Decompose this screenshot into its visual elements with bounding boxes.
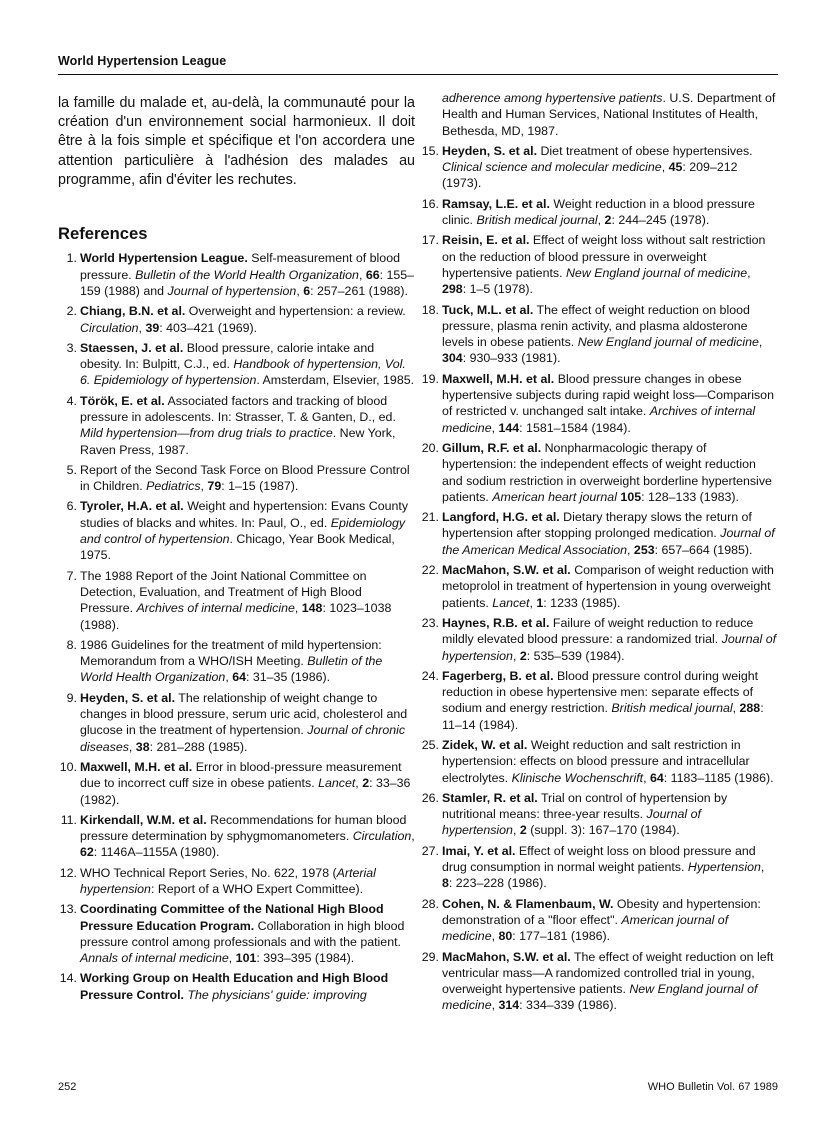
ref-text: Comparison of weight reduction with metoprolol in treatment of hypertension in young overweight patients. xyxy=(442,563,774,610)
ref-text: Failure of weight reduction to reduce mildly elevated blood pressure: a randomized trial. xyxy=(442,615,754,647)
ref-text: Obesity and hypertension: demonstration of a "floor effect". xyxy=(442,896,761,927)
reference-item xyxy=(58,865,415,898)
ref-text: : 31–35 (1986). xyxy=(246,670,331,685)
ref-text: : 393–395 (1984). xyxy=(256,951,355,966)
ref-title: British medical journal xyxy=(476,213,598,228)
ref-text: , xyxy=(747,265,751,280)
ref-text: Trial on control of hypertension by nutritional means: three-year results. xyxy=(442,790,728,822)
ref-volume: 79 xyxy=(207,479,222,494)
ref-text: : 1146A–1155A (1980). xyxy=(93,845,220,860)
ref-author: Working Group on Health Education and High Blood Pressure Control. xyxy=(80,971,389,1002)
ref-title: Archives of internal medicine xyxy=(136,601,295,616)
ref-author: Chiang, B.N. et al. xyxy=(80,304,186,319)
ref-author: Maxwell, M.H. et al. xyxy=(442,371,555,386)
reference-item xyxy=(58,637,415,686)
reference-item xyxy=(420,562,777,611)
ref-author: Cohen, N. & Flamenbaum, W. xyxy=(442,896,614,911)
ref-text: , xyxy=(491,929,499,944)
ref-text: , xyxy=(760,860,765,875)
ref-title: Annals of internal medicine xyxy=(80,951,229,966)
ref-text: Self-measurement of blood pressure. xyxy=(80,251,400,282)
ref-text: , xyxy=(128,739,136,754)
references-heading: References xyxy=(58,224,148,244)
reference-number: 25. xyxy=(421,737,439,752)
ref-text: Effect of weight loss without salt restriction on the reduction of blood pressure in overweight hypertensive patients. xyxy=(442,233,766,280)
reference-number: 1. xyxy=(66,251,77,266)
reference-number: 18. xyxy=(421,302,439,317)
ref-text: WHO Technical Report Series, No. 622, 1978 ( xyxy=(80,865,337,880)
reference-item xyxy=(420,196,777,229)
ref-title: Pediatrics xyxy=(146,479,201,494)
ref-text: : 1581–1584 (1984). xyxy=(519,420,631,435)
ref-text: . U.S. Department of Health and Human Services, National Institutes of Health, Bethesda, MD, 1987. xyxy=(442,91,776,138)
ref-text: Weight reduction in a blood pressure clinic. xyxy=(442,196,755,228)
ref-text: . Chicago, Year Book Medical, 1975. xyxy=(80,532,395,563)
ref-volume: 1 xyxy=(536,595,544,610)
reference-number: 22. xyxy=(421,563,439,578)
ref-title: New England journal of medicine xyxy=(577,335,759,350)
ref-volume: 62 xyxy=(80,845,94,860)
reference-number: 7. xyxy=(66,568,77,583)
ref-text: : 334–339 (1986). xyxy=(519,998,617,1013)
ref-text: : 11–14 (1984). xyxy=(442,701,764,732)
reference-item xyxy=(58,303,415,336)
right-column xyxy=(420,90,777,1018)
ref-title: New England journal of medicine xyxy=(565,265,748,280)
ref-text: : 128–133 (1983). xyxy=(641,489,739,504)
ref-author: Tuck, M.L. et al. xyxy=(442,302,534,317)
ref-text: , xyxy=(512,823,520,838)
ref-text: (suppl. 3): 167–170 (1984). xyxy=(526,823,680,838)
reference-number: 19. xyxy=(421,371,439,386)
ref-author: Langford, H.G. et al. xyxy=(442,510,560,525)
ref-text: : 209–212 (1973). xyxy=(442,160,738,191)
ref-author: Tyroler, H.A. et al. xyxy=(80,499,184,514)
ref-author: Fagerberg, B. et al. xyxy=(442,668,554,683)
ref-text: Associated factors and tracking of blood pressure in adolescents. In: Strasser, T. & Ganten, D., ed. xyxy=(80,393,396,424)
reference-number: 2. xyxy=(66,304,77,319)
ref-text: Weight and hypertension: Evans County studies of blacks and whites. In: Paul, O., ed. xyxy=(80,499,409,530)
ref-title: Arterial hypertension xyxy=(80,865,376,896)
ref-title: American heart journal xyxy=(492,489,617,504)
ref-title: Journal of hypertension xyxy=(167,283,297,298)
ref-text: : 223–228 (1986). xyxy=(448,876,547,891)
ref-volume: 66 xyxy=(365,267,380,282)
ref-text: : 1–5 (1978). xyxy=(462,282,533,297)
ref-volume: 64 xyxy=(232,670,246,685)
reference-item xyxy=(58,340,415,389)
ref-text: : 281–288 (1985). xyxy=(149,739,248,754)
ref-volume: 2 xyxy=(362,776,370,791)
ref-title: Epidemiology and control of hypertension xyxy=(80,515,406,547)
reference-number: 23. xyxy=(421,615,439,630)
reference-item xyxy=(58,393,415,458)
left-column xyxy=(58,94,415,1007)
ref-title: Journal of the American Medical Association xyxy=(442,526,775,557)
reference-item xyxy=(58,568,415,633)
reference-number: 26. xyxy=(421,790,439,805)
ref-volume: 304 xyxy=(442,351,463,366)
ref-text: , xyxy=(643,770,650,785)
ref-text: Blood pressure, calorie intake and obesity. In: Bulpitt, C.J., ed. xyxy=(80,340,375,372)
ref-text: : 930–933 (1981). xyxy=(462,351,561,366)
ref-text: : 155–159 (1988) and xyxy=(80,267,415,298)
ref-text: : 1233 (1985). xyxy=(543,595,621,610)
ref-text: : 257–261 (1988). xyxy=(310,283,408,298)
reference-item xyxy=(58,250,415,299)
ref-title: Klinische Wochenschrift xyxy=(511,770,644,785)
ref-text: , xyxy=(355,776,363,791)
ref-volume: 64 xyxy=(649,770,664,785)
ref-volume: 6 xyxy=(303,283,311,298)
ref-volume: 8 xyxy=(442,876,449,891)
ref-title: Handbook of hypertension, Vol. 6. Epidemiology of hypertension xyxy=(80,357,406,388)
ref-volume: 101 xyxy=(235,951,257,966)
ref-volume: 314 xyxy=(498,998,520,1013)
ref-author: Imai, Y. et al. xyxy=(442,843,516,858)
ref-author: Staessen, J. et al. xyxy=(80,340,184,355)
reference-item xyxy=(420,302,777,367)
reference-item xyxy=(420,232,777,297)
ref-title: The physicians' guide: improving xyxy=(187,987,367,1002)
ref-text: , xyxy=(358,267,366,282)
ref-text: : Report of a WHO Expert Committee). xyxy=(150,882,364,896)
reference-number: 4. xyxy=(66,393,77,408)
ref-volume: 38 xyxy=(135,739,150,754)
ref-text: : 244–245 (1978). xyxy=(611,213,710,228)
header-rule xyxy=(58,74,778,75)
reference-item xyxy=(420,737,777,786)
reference-item xyxy=(420,440,777,505)
reference-number: 3. xyxy=(66,340,77,355)
ref-text: Collaboration in high blood pressure control among professionals and with the patient. xyxy=(80,918,405,949)
ref-title: New England journal of medicine xyxy=(442,982,758,1013)
reference-item xyxy=(420,143,777,192)
ref-volume: 298 xyxy=(442,282,463,297)
reference-item xyxy=(420,843,777,892)
ref-author: Haynes, R.B. et al. xyxy=(442,615,550,630)
ref-author: Reisin, E. et al. xyxy=(442,233,530,248)
reference-item xyxy=(420,509,777,558)
ref-text: Diet treatment of obese hypertensives. xyxy=(537,143,753,158)
reference-item xyxy=(58,462,415,495)
ref-text: Dietary therapy slows the return of hypertension after stopping prolonged medication. xyxy=(442,510,752,541)
reference-continuation xyxy=(420,90,777,139)
reference-item xyxy=(58,690,415,755)
ref-text: , xyxy=(758,335,763,350)
reference-number: 8. xyxy=(66,637,77,652)
running-header: World Hypertension League xyxy=(58,54,227,68)
reference-item xyxy=(420,949,777,1014)
reference-number: 12. xyxy=(59,865,77,880)
ref-text: 1986 Guidelines for the treatment of mild hypertension: Memorandum from a WHO/ISH Meeting. xyxy=(80,637,382,669)
ref-text: : 33–36 (1982). xyxy=(80,776,411,807)
ref-text: , xyxy=(529,595,537,610)
ref-author: MacMahon, S.W. et al. xyxy=(442,949,571,964)
reference-item xyxy=(58,759,415,808)
ref-text: Recommendations for human blood pressure determination by sphygmomanometers. xyxy=(80,812,407,844)
ref-text: : 1023–1038 (1988). xyxy=(80,601,392,632)
reference-number: 16. xyxy=(421,196,439,211)
ref-text: : 1183–1185 (1986). xyxy=(663,770,774,785)
ref-text: Nonpharmacologic therapy of hypertension: the independent effects of weight reduction and sodium restriction in overweight borderline hypertensive patients. xyxy=(442,440,772,504)
journal-footer: WHO Bulletin Vol. 67 1989 xyxy=(647,1081,778,1093)
ref-title: American journal of medicine xyxy=(442,912,729,944)
reference-number: 27. xyxy=(421,843,439,858)
ref-text: The relationship of weight change to changes in blood pressure, serum uric acid, cholesterol and glucose in the treatment of hypertension. xyxy=(80,690,408,738)
reference-number: 13. xyxy=(59,902,77,917)
ref-text: , xyxy=(294,601,302,616)
ref-text: : 403–421 (1969). xyxy=(159,320,258,335)
ref-text: , xyxy=(200,479,208,494)
reference-number: 21. xyxy=(421,510,439,525)
ref-volume: 144 xyxy=(498,420,520,435)
ref-text: Effect of weight loss on blood pressure and drug consumption in normal weight patients. xyxy=(442,843,756,875)
ref-volume: 2 xyxy=(519,823,527,838)
intro-paragraph: la famille du malade et, au-delà, la communauté pour la création d'un environnement social harmonieux. Il doit être à la fois simple et spécifique et l'on accordera une attention particulière à l'adhésion des malades au programme, afin d'éviter les rechutes. xyxy=(58,95,415,188)
ref-text: Blood pressure changes in obese hypertensive subjects during rapid weight loss—Comparison of restricted v. unchanged salt intake. xyxy=(442,371,774,419)
ref-text: , xyxy=(491,420,499,435)
ref-title: British medical journal xyxy=(611,701,733,716)
ref-text: , xyxy=(491,998,499,1013)
ref-author: Kirkendall, W.M. et al. xyxy=(80,812,207,827)
ref-author: Török, E. et al. xyxy=(80,393,165,408)
ref-title: Circulation xyxy=(80,320,139,335)
ref-title: Lancet xyxy=(318,776,356,791)
ref-title: Bulletin of the World Health Organization xyxy=(135,267,359,282)
ref-text: : 177–181 (1986). xyxy=(512,929,611,944)
ref-title: Lancet xyxy=(492,595,530,610)
ref-text: , xyxy=(296,283,304,298)
ref-text: Weight reduction and salt restriction in hypertension: effects on blood pressure and intracellular electrolytes. xyxy=(442,737,750,785)
ref-text: , xyxy=(732,701,740,716)
reference-item xyxy=(420,615,777,664)
ref-volume: 2 xyxy=(519,648,527,663)
reference-item xyxy=(58,901,415,966)
reference-number: 17. xyxy=(421,233,439,248)
ref-title: adherence among hypertensive patients xyxy=(442,91,663,105)
reference-number: 24. xyxy=(421,668,439,683)
ref-volume: 148 xyxy=(301,601,323,616)
ref-title: Journal of hypertension xyxy=(442,807,701,838)
ref-author: MacMahon, S.W. et al. xyxy=(442,563,571,578)
reference-number: 6. xyxy=(66,499,77,514)
ref-text: Error in blood-pressure measurement due to incorrect cuff size in obese patients. xyxy=(80,759,402,791)
reference-item xyxy=(420,668,777,733)
ref-text: , xyxy=(512,648,520,663)
reference-number: 9. xyxy=(66,690,77,705)
ref-volume: 39 xyxy=(145,320,160,335)
reference-item xyxy=(58,812,415,861)
ref-title: Archives of internal medicine xyxy=(442,404,756,435)
ref-author: Heyden, S. et al. xyxy=(442,143,538,158)
ref-volume: 288 xyxy=(739,701,761,716)
ref-volume: 80 xyxy=(498,929,513,944)
ref-author: Zidek, W. et al. xyxy=(442,737,528,752)
ref-title: Journal of hypertension xyxy=(442,632,777,663)
ref-title: Bulletin of the World Health Organization xyxy=(80,654,383,685)
ref-author: Maxwell, M.H. et al. xyxy=(80,759,193,774)
reference-number: 5. xyxy=(66,462,77,477)
ref-text: , xyxy=(597,213,605,228)
reference-list-left xyxy=(58,250,415,1003)
ref-title: Mild hypertension—from drug trials to practice xyxy=(80,426,333,441)
reference-item xyxy=(58,970,415,1003)
reference-number: 11. xyxy=(60,812,77,827)
ref-volume: 2 xyxy=(604,213,612,228)
ref-text: The effect of weight reduction on blood pressure, plasma renin activity, and plasma aldosterone levels in obese patients. xyxy=(442,302,750,350)
reference-number: 29. xyxy=(421,949,439,964)
ref-text: Blood pressure control during weight reduction in obese hypertensive men: separate effects of sodium and energy restriction. xyxy=(442,668,759,716)
reference-number: 14. xyxy=(59,971,77,986)
ref-text: , xyxy=(228,951,236,966)
ref-volume: 45 xyxy=(668,160,683,175)
ref-text: , xyxy=(411,829,415,844)
reference-list-right xyxy=(420,90,777,1014)
ref-volume: 253 xyxy=(633,542,655,557)
ref-author: Heyden, S. et al. xyxy=(80,690,176,705)
ref-text: , xyxy=(138,320,146,335)
ref-text: , xyxy=(627,542,634,557)
ref-text: Report of the Second Task Force on Blood Pressure Control in Children. xyxy=(80,462,410,494)
ref-title: Journal of chronic diseases xyxy=(80,723,406,754)
ref-title: Circulation xyxy=(352,829,412,844)
ref-author: Stamler, R. et al. xyxy=(442,790,538,805)
ref-volume: 105 xyxy=(620,489,642,504)
reference-number: 28. xyxy=(421,896,439,911)
ref-author: Gillum, R.F. et al. xyxy=(442,440,542,455)
ref-text: , xyxy=(661,160,669,175)
ref-text: The effect of weight reduction on left ventricular mass—A randomized controlled trial in young, overweight hypertensive patients. xyxy=(442,949,774,997)
ref-text: The 1988 Report of the Joint National Committee on Detection, Evaluation, and Treatment of High Blood Pressure. xyxy=(80,568,367,616)
ref-text: : 535–539 (1984). xyxy=(526,648,625,663)
ref-text: , xyxy=(225,670,233,685)
ref-title: Hypertension xyxy=(687,860,761,875)
ref-author: World Hypertension League. xyxy=(80,251,248,266)
ref-text: : 1–15 (1987). xyxy=(221,479,299,494)
ref-text: : 657–664 (1985). xyxy=(654,542,753,557)
ref-author: Coordinating Committee of the National High Blood Pressure Education Program. xyxy=(80,902,384,933)
ref-text: . New York, Raven Press, 1987. xyxy=(80,426,396,457)
ref-title: Clinical science and molecular medicine xyxy=(442,160,662,175)
reference-item xyxy=(420,371,777,436)
reference-item xyxy=(420,790,777,839)
reference-number: 10. xyxy=(59,759,77,774)
ref-text: Overweight and hypertension: a review. xyxy=(185,304,406,319)
reference-number: 15. xyxy=(421,143,439,158)
reference-item xyxy=(420,896,777,945)
ref-text: . Amsterdam, Elsevier, 1985. xyxy=(256,373,415,388)
reference-item xyxy=(58,498,415,563)
ref-author: Ramsay, L.E. et al. xyxy=(442,196,550,211)
reference-number: 20. xyxy=(421,440,439,455)
page-number: 252 xyxy=(58,1081,77,1093)
